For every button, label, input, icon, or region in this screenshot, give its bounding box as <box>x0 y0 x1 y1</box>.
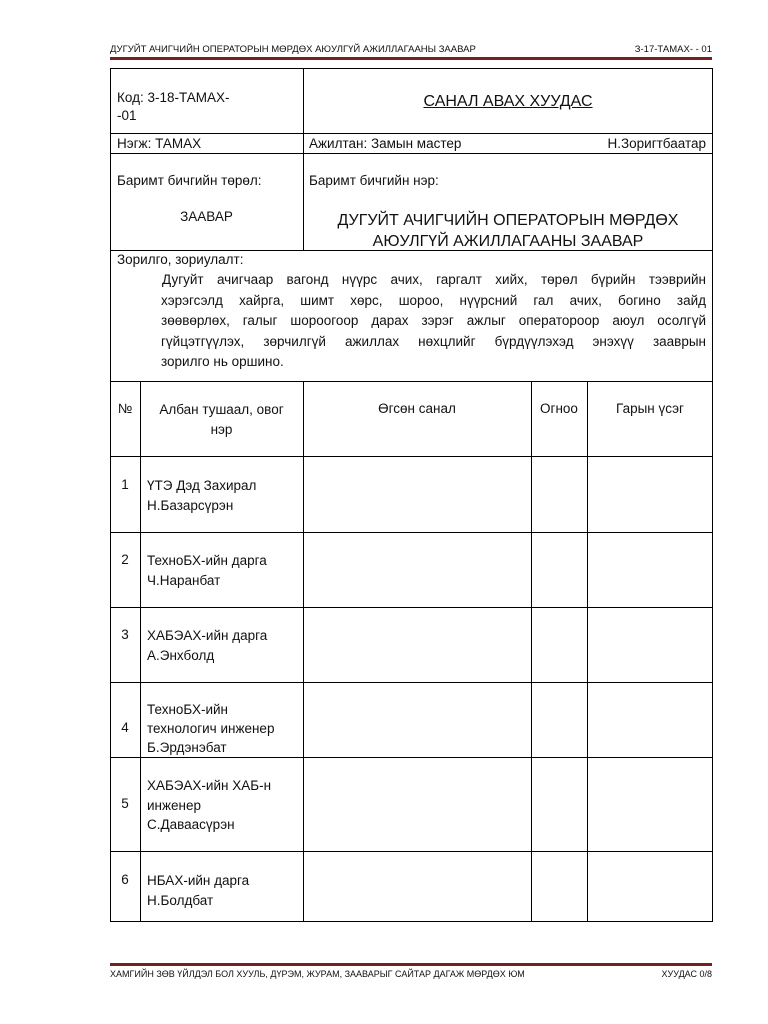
col-divider <box>140 381 141 922</box>
row-number: 2 <box>121 552 129 567</box>
employee-label: Ажилтан: Замын мастер <box>309 136 462 151</box>
unit-label: Нэгж: ТАМАХ <box>117 136 202 151</box>
row-divider <box>110 532 713 533</box>
row-position: ТехноБХ-ийн технологич инженер Б.Эрдэнэбат <box>147 702 275 755</box>
footer-motto: ХАМГИЙН ЗӨВ ҮЙЛДЭЛ БОЛ ХУУЛЬ, ДҮРЭМ, ЖУРАМ, ЗААВАРЫГ САЙТАР ДАГАЖ МӨРДӨХ ЮМ <box>110 969 525 979</box>
col-header-comment: Өгсөн санал <box>378 401 456 416</box>
doc-type-value: ЗААВАР <box>180 209 233 224</box>
header-rule <box>110 57 712 60</box>
row-position: ҮТЭ Дэд Захирал Н.Базарсүрэн <box>147 478 257 513</box>
row-position: ТехноБХ-ийн дарга Ч.Наранбат <box>147 553 267 588</box>
row-number: 5 <box>121 796 129 811</box>
col-header-signature: Гарын үсэг <box>616 401 684 416</box>
sheet-title: САНАЛ АВАХ ХУУДАС <box>423 93 593 110</box>
row-divider <box>110 456 713 457</box>
row-number: 3 <box>121 627 129 642</box>
row-number: 1 <box>121 477 129 492</box>
row-divider <box>110 851 713 852</box>
header-title: ДУГУЙТ АЧИГЧИЙН ОПЕРАТОРЫН МӨРДӨХ АЮУЛГҮЙ АЖИЛЛАГААНЫ ЗААВАР <box>110 44 476 55</box>
row-divider <box>110 153 713 154</box>
row-divider <box>110 607 713 608</box>
col-divider <box>303 381 304 922</box>
doc-type-label: Баримт бичгийн төрөл: <box>117 173 262 188</box>
header-code: З-17-ТАМАХ- - 01 <box>634 44 712 55</box>
col-header-date: Огноо <box>540 401 578 416</box>
employee-name: Н.Зоригтбаатар <box>607 136 706 151</box>
row-divider <box>110 682 713 683</box>
row-divider <box>110 757 713 758</box>
row-number: 4 <box>121 720 129 735</box>
row-divider <box>110 133 713 134</box>
page-header <box>110 41 712 55</box>
col-divider <box>531 381 532 922</box>
row-position: НБАХ-ийн дарга Н.Болдбат <box>147 873 250 908</box>
row-position: ХАБЭАХ-ийн дарга А.Энхболд <box>147 628 268 663</box>
footer-rule <box>110 963 712 966</box>
row-divider <box>110 381 713 382</box>
row-position: ХАБЭАХ-ийн ХАБ-н инженер С.Даваасүрэн <box>147 778 272 832</box>
purpose-text: Дугуйт ачигчаар вагонд нүүрс ачих, гаргалт хийх, төрөл бүрийн тээврийн хэрэгсэлд хайрга, шимт хөрс, шороо, нүүрсний гал ачих, богино зайд зөөвөрлөх, галыг шороогоор дарах зэрэг ажлыг оператороор аюул осолгүй гүйцэтгүүлэх, зөрчилгүй ажиллах нөхцлийг бүрдүүлэхэд энэхүү зааврын зорилго нь оршино. <box>161 272 706 369</box>
code-label: Код: 3-18-ТАМАХ- -01 <box>117 90 230 123</box>
row-number: 6 <box>121 872 129 887</box>
doc-name: ДУГУЙТ АЧИГЧИЙН ОПЕРАТОРЫН МӨРДӨХ АЮУЛГҮЙ АЖИЛЛАГААНЫ ЗААВАР <box>337 212 679 250</box>
col-header-position: Албан тушаал, овог нэр <box>159 402 284 437</box>
page-number: ХУУДАС 0/8 <box>661 969 712 979</box>
purpose-label: Зорилго, зориулалт: <box>117 252 244 267</box>
col-divider <box>587 381 588 922</box>
doc-name-label: Баримт бичгийн нэр: <box>309 173 439 188</box>
col-header-no: № <box>117 401 133 416</box>
